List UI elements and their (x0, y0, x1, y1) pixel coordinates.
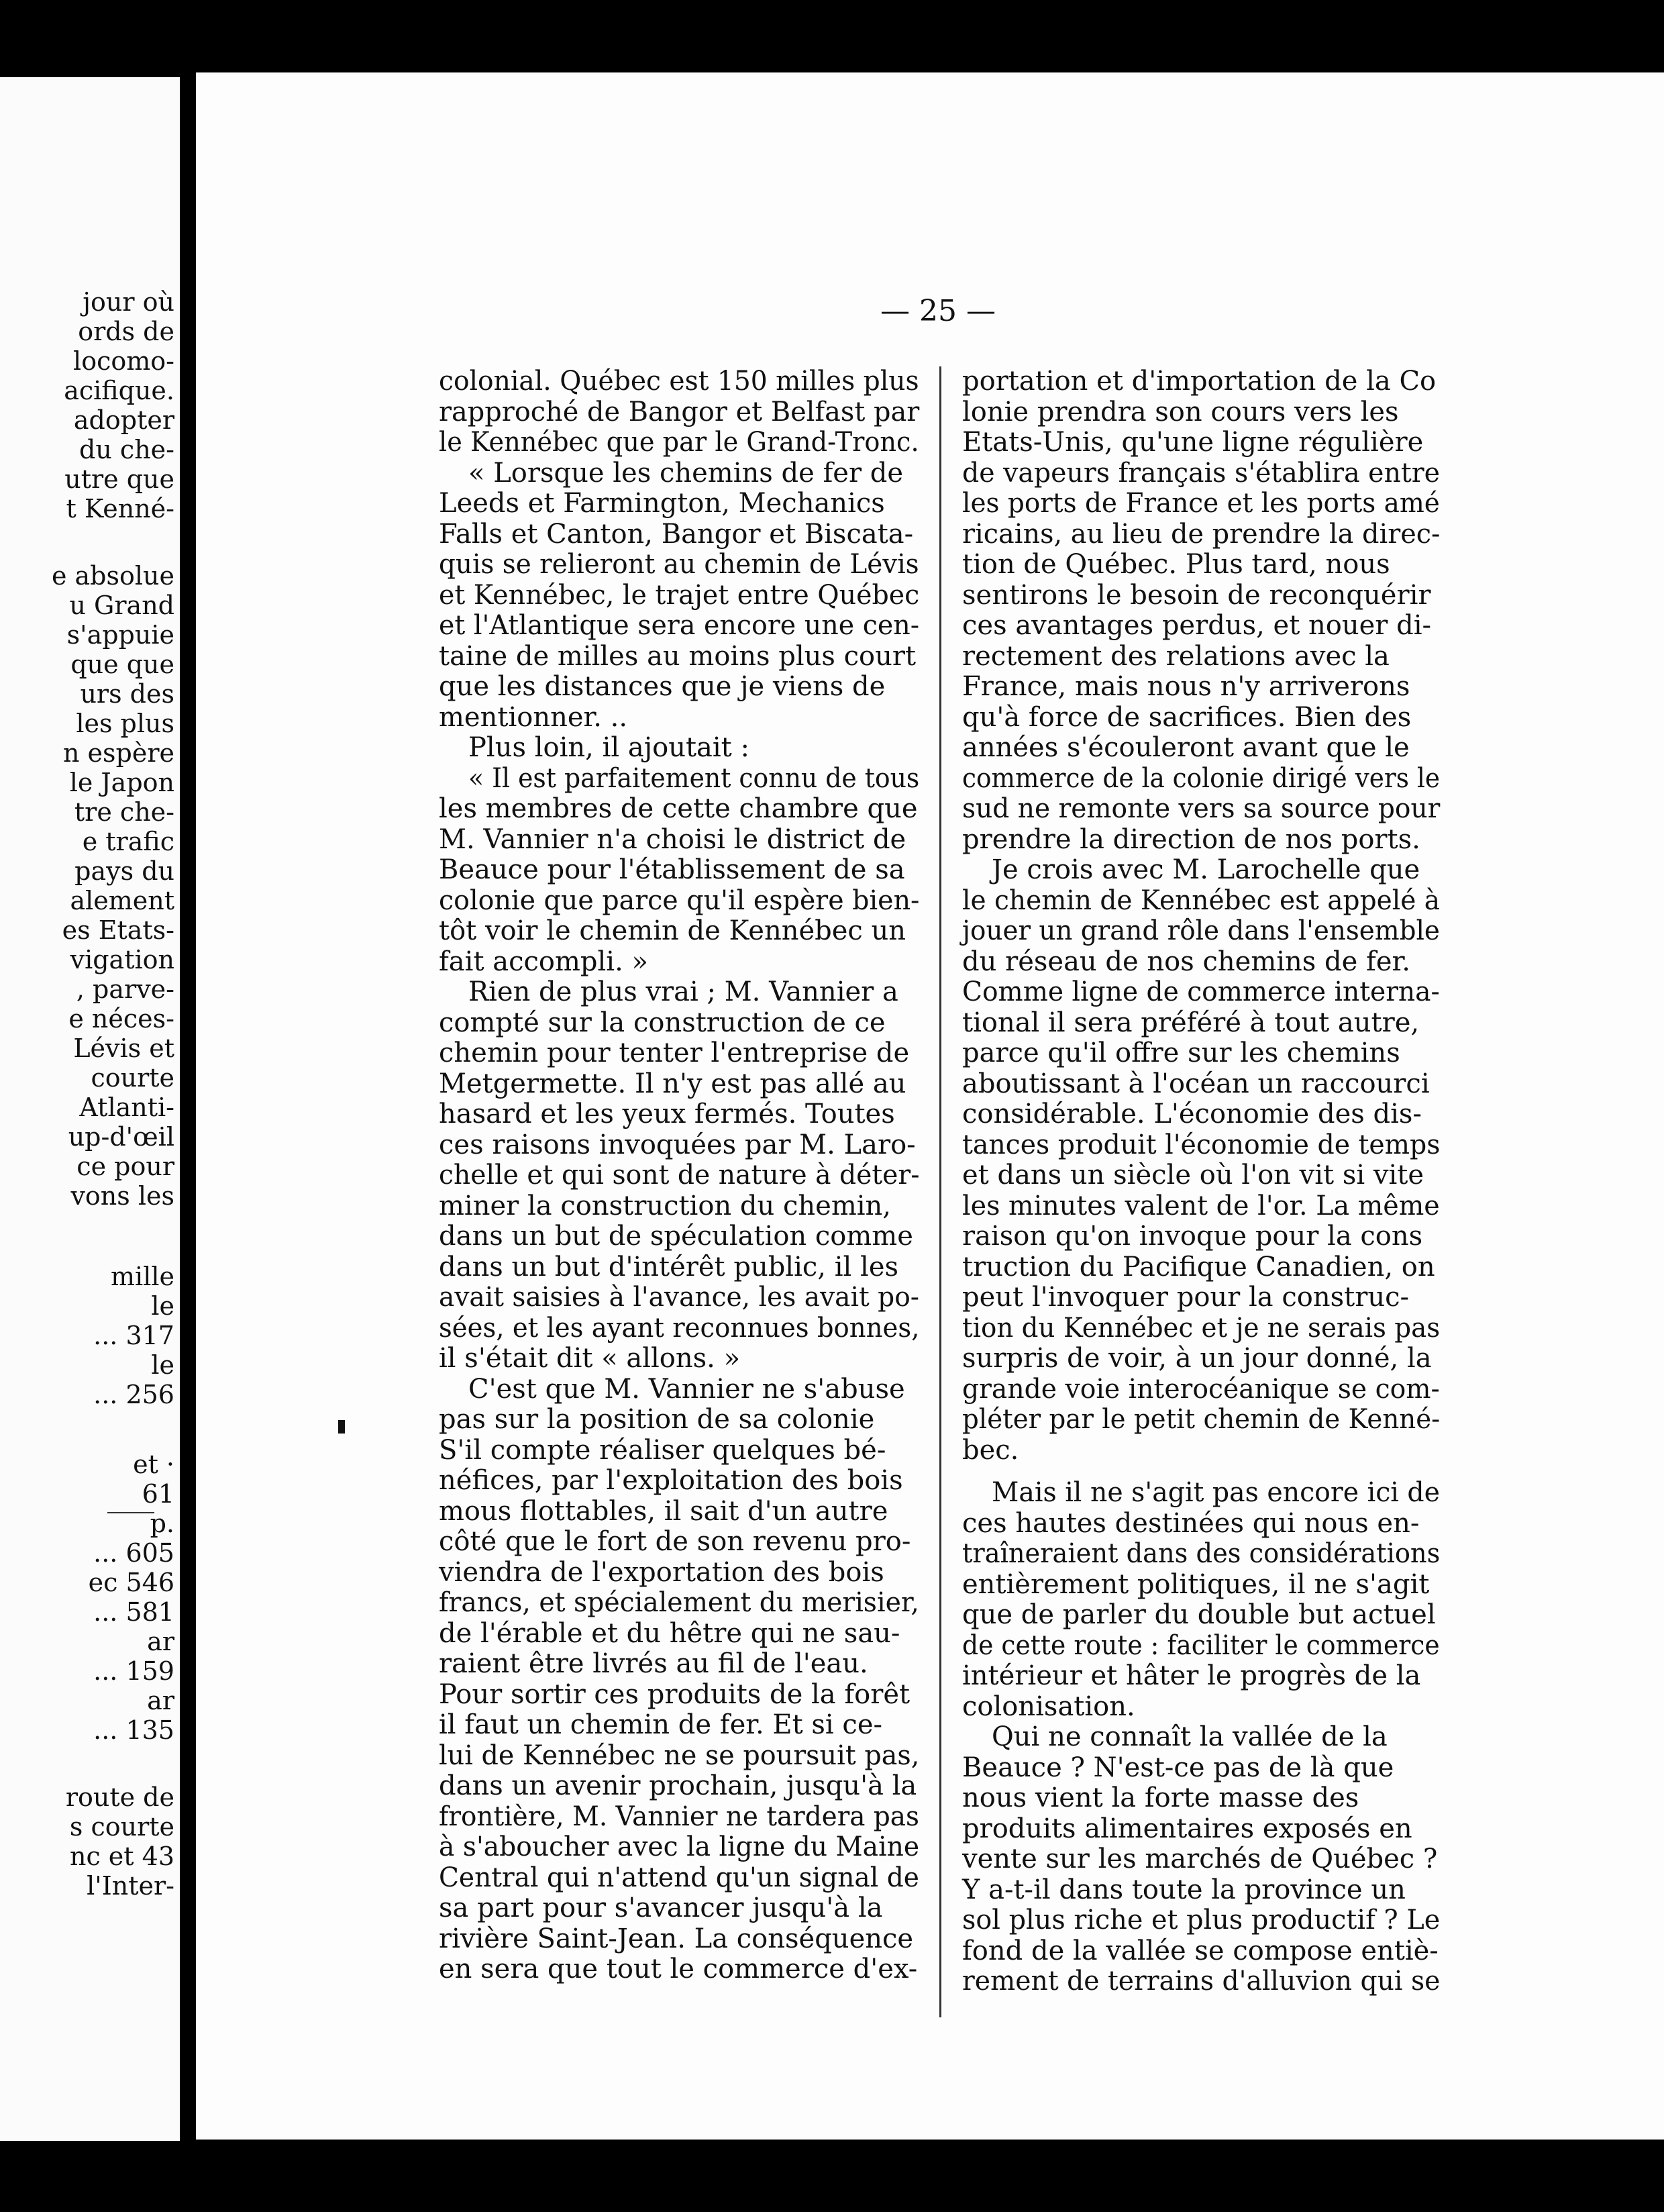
fragment-line: ar (147, 1627, 174, 1656)
text-line: ces raisons invoquées par M. Laro- (439, 1129, 916, 1160)
fragment-line: ec 546 (88, 1568, 174, 1597)
text-line: sol plus riche et plus productif ? Le (962, 1905, 1441, 1936)
fragment-line: u Grand (69, 591, 174, 620)
fragment-line: les plus (76, 709, 174, 738)
text-line: de l'érable et du hêtre qui ne sau- (439, 1617, 900, 1649)
text-line: néfices, par l'exploitation des bois (439, 1465, 903, 1496)
text-line: de cette route : faciliter le commerce (962, 1629, 1440, 1661)
text-line: Beauce ? N'est-ce pas de là que (962, 1752, 1394, 1783)
text-line: aboutissant à l'océan un raccourci (962, 1068, 1430, 1099)
text-line: le Kennébec que par le Grand-Tronc. (439, 427, 919, 458)
text-line: tional il sera préféré à tout autre, (962, 1007, 1420, 1038)
fragment-line: vigation (70, 945, 174, 974)
fragment-line: t Kenné- (66, 494, 174, 523)
fragment-line: es Etats- (62, 915, 174, 945)
fragment-line: route de (65, 1782, 174, 1812)
fragment-line: s courte (69, 1812, 174, 1842)
text-line: à s'aboucher avec la ligne du Maine (439, 1831, 920, 1862)
text-line: colonie que parce qu'il espère bien- (439, 885, 920, 916)
text-line: dans un but de spéculation comme (439, 1221, 913, 1252)
text-line: sud ne remonte vers sa source pour (962, 793, 1441, 824)
text-line: grande voie interocéanique se com- (962, 1373, 1440, 1405)
fragment-line: vons les (70, 1181, 174, 1211)
text-line: qu'à force de sacrifices. Bien des (962, 701, 1412, 733)
fragment-line: ... 256 (93, 1380, 174, 1409)
text-line: France, mais nous n'y arriverons (962, 671, 1410, 702)
fragment-line: p. (150, 1509, 174, 1538)
text-line: mentionner. .. (439, 701, 628, 733)
text-line: hasard et les yeux fermés. Toutes (439, 1099, 895, 1129)
text-line: prendre la direction de nos ports. (962, 823, 1420, 855)
text-line: ces hautes destinées qui nous en- (962, 1507, 1420, 1539)
text-line: chemin pour tenter l'entreprise de (439, 1038, 910, 1068)
fragment-line: n espère (62, 738, 174, 768)
text-line: vente sur les marchés de Québec ? (962, 1844, 1438, 1874)
fragment-line: urs des (80, 679, 174, 709)
text-line: et dans un siècle où l'on vit si vite (962, 1160, 1424, 1191)
fragment-line: adopter (73, 405, 174, 435)
text-line: que les distances que je viens de (439, 671, 886, 702)
text-line: M. Vannier n'a choisi le district de (439, 823, 906, 855)
fragment-line: s'appuie (66, 620, 174, 650)
text-line: Rien de plus vrai ; M. Vannier a (468, 976, 898, 1007)
text-line: ces avantages perdus, et nouer di- (962, 610, 1432, 641)
text-line: tôt voir le chemin de Kennébec un (439, 915, 906, 946)
text-line: tion de Québec. Plus tard, nous (962, 549, 1390, 580)
fragment-line: ... 317 (93, 1321, 174, 1350)
page-number: — 25 — (880, 294, 996, 328)
text-line: parce qu'il offre sur les chemins (962, 1038, 1400, 1068)
fragment-line: nc et 43 (69, 1842, 174, 1871)
page (196, 72, 1664, 2140)
text-line: sa part pour s'avancer jusqu'à la (439, 1893, 883, 1923)
text-line: rapproché de Bangor et Belfast par (439, 396, 920, 428)
text-line: années s'écouleront avant que le (962, 732, 1410, 763)
column-divider (939, 366, 941, 2017)
text-line: fond de la vallée se compose entiè- (962, 1935, 1439, 1966)
text-line: les membres de cette chambre que (439, 793, 918, 824)
text-line: « Il est parfaitement connu de tous (468, 762, 920, 794)
text-line: tances produit l'économie de temps (962, 1129, 1441, 1160)
text-line: Mais il ne s'agit pas encore ici de (992, 1477, 1440, 1508)
text-line: taine de milles au moins plus court (439, 640, 917, 672)
fragment-line: up-d'œil (68, 1122, 174, 1152)
fragment-line: utre que (64, 464, 174, 494)
text-line: Beauce pour l'établissement de sa (439, 854, 905, 885)
text-line: frontière, M. Vannier ne tardera pas (439, 1801, 919, 1832)
ink-mark (338, 1420, 345, 1434)
text-line: les ports de France et les ports amé (962, 488, 1440, 519)
fragment-line: tre che- (74, 797, 174, 827)
text-line: lui de Kennébec ne se poursuit pas, (439, 1740, 920, 1771)
text-line: dans un avenir prochain, jusqu'à la (439, 1770, 917, 1801)
text-line: mous flottables, il sait d'un autre (439, 1495, 888, 1527)
text-line: chelle et qui sont de nature à déter- (439, 1160, 920, 1191)
text-line: C'est que M. Vannier ne s'abuse (468, 1373, 905, 1405)
text-line: il s'était dit « allons. » (439, 1343, 741, 1374)
fragment-line: ... 581 (93, 1597, 174, 1627)
fragment-line: courte (91, 1063, 174, 1093)
text-line: entièrement politiques, il ne s'agit (962, 1568, 1430, 1600)
text-line: rement de terrains d'alluvion qui se (962, 1966, 1441, 1997)
text-line: Qui ne connaît la vallée de la (992, 1721, 1388, 1752)
text-line: viendra de l'exportation des bois (439, 1556, 884, 1588)
text-line: commerce de la colonie dirigé vers le (962, 762, 1440, 794)
text-line: Je crois avec M. Larochelle que (992, 854, 1420, 885)
text-line: de vapeurs français s'établira entre (962, 457, 1440, 489)
text-line: Leeds et Farmington, Mechanics (439, 488, 885, 519)
text-line: sentirons le besoin de reconquérir (962, 579, 1431, 611)
text-line: francs, et spécialement du merisier, (439, 1587, 919, 1618)
text-line: traîneraient dans des considérations (962, 1538, 1441, 1569)
fragment-line: ... 605 (93, 1538, 174, 1568)
fragment-line: ar (147, 1686, 174, 1715)
fragment-line: le (151, 1350, 174, 1380)
text-line: nous vient la forte masse des (962, 1782, 1359, 1813)
fragment-line: mille (111, 1262, 174, 1291)
text-line: en sera que tout le commerce d'ex- (439, 1954, 918, 1984)
table-rule (107, 1512, 154, 1513)
text-line: rivière Saint-Jean. La conséquence (439, 1923, 914, 1954)
fragment-line: pays du (74, 856, 174, 886)
text-line: lonie prendra son cours vers les (962, 396, 1399, 428)
text-line: sées, et les ayant reconnues bonnes, (439, 1312, 920, 1344)
text-line: raison qu'on invoque pour la cons (962, 1221, 1423, 1252)
fragment-line: ords de (78, 317, 174, 346)
fragment-line: e néces- (68, 1004, 174, 1034)
text-line: et l'Atlantique sera encore une cen- (439, 610, 920, 641)
text-line: bec. (962, 1434, 1019, 1466)
text-line: surpris de voir, à un jour donné, la (962, 1343, 1432, 1374)
text-line: jouer un grand rôle dans l'ensemble (962, 915, 1440, 946)
text-line: les minutes valent de l'or. La même (962, 1190, 1440, 1221)
text-line: que de parler du double but actuel (962, 1599, 1436, 1630)
text-line: Central qui n'attend qu'un signal de (439, 1862, 919, 1893)
text-line: il faut un chemin de fer. Et si ce- (439, 1709, 883, 1740)
fragment-line: alement (70, 886, 174, 915)
fragment-line: Lévis et (73, 1034, 174, 1063)
text-line: avait saisies à l'avance, les avait po- (439, 1282, 919, 1313)
text-line: et Kennébec, le trajet entre Québec (439, 579, 920, 611)
text-line: pas sur la position de sa colonie (439, 1404, 875, 1435)
fragment-line: e absolue (51, 561, 174, 591)
text-line: quis se relieront au chemin de Lévis (439, 549, 919, 580)
text-line: intérieur et hâter le progrès de la (962, 1660, 1421, 1691)
text-line: colonisation. (962, 1691, 1135, 1722)
text-line: ricains, au lieu de prendre la direc- (962, 518, 1441, 550)
text-line: Falls et Canton, Bangor et Biscata- (439, 518, 914, 550)
text-line: rectement des relations avec la (962, 640, 1390, 672)
fragment-line: acifique. (64, 376, 174, 405)
text-line: Etats-Unis, qu'une ligne régulière (962, 427, 1424, 458)
text-line: pléter par le petit chemin de Kenné- (962, 1404, 1441, 1435)
text-line: du réseau de nos chemins de fer. (962, 946, 1410, 977)
fragment-line: 61 (142, 1479, 174, 1509)
text-line: considérable. L'économie des dis- (962, 1099, 1422, 1129)
text-line: produits alimentaires exposés en (962, 1813, 1412, 1844)
text-line: côté que le fort de son revenu pro- (439, 1526, 911, 1557)
text-line: Comme ligne de commerce interna- (962, 976, 1440, 1007)
text-line: Y a-t-il dans toute la province un (962, 1874, 1406, 1905)
text-line: raient être livrés au fil de l'eau. (439, 1648, 868, 1679)
text-line: truction du Pacifique Canadien, on (962, 1251, 1435, 1283)
text-line: S'il compte réaliser quelques bé- (439, 1434, 886, 1466)
fragment-line: Atlanti- (79, 1093, 174, 1122)
facing-page-fragment (0, 77, 180, 2141)
text-line: Pour sortir ces produits de la forêt (439, 1678, 911, 1710)
text-line: « Lorsque les chemins de fer de (468, 457, 904, 489)
text-line: Plus loin, il ajoutait : (468, 732, 749, 763)
text-line: Metgermette. Il n'y est pas allé au (439, 1068, 906, 1099)
fragment-line: , parve- (76, 974, 174, 1004)
fragment-line: locomo- (73, 346, 174, 376)
text-line: peut l'invoquer pour la construc- (962, 1282, 1410, 1313)
text-line: miner la construction du chemin, (439, 1190, 892, 1221)
text-line: le chemin de Kennébec est appelé à (962, 885, 1441, 916)
fragment-line: e trafic (82, 827, 174, 856)
text-line: dans un but d'intérêt public, il les (439, 1251, 899, 1283)
fragment-line: ... 159 (93, 1656, 174, 1686)
fragment-line: du che- (79, 435, 174, 464)
fragment-line: ce pour (76, 1152, 174, 1181)
fragment-line: que que (70, 650, 174, 679)
fragment-line: ... 135 (93, 1715, 174, 1745)
fragment-line: jour où (83, 287, 174, 317)
fragment-line: et · (133, 1450, 174, 1479)
fragment-line: l'Inter- (87, 1871, 174, 1901)
text-line: portation et d'importation de la Co (962, 366, 1437, 397)
text-line: compté sur la construction de ce (439, 1007, 886, 1038)
text-line: tion du Kennébec et je ne serais pas (962, 1312, 1441, 1344)
fragment-line: le (151, 1291, 174, 1321)
text-line: colonial. Québec est 150 milles plus (439, 366, 919, 397)
fragment-line: le Japon (69, 768, 174, 797)
text-line: fait accompli. » (439, 946, 648, 977)
